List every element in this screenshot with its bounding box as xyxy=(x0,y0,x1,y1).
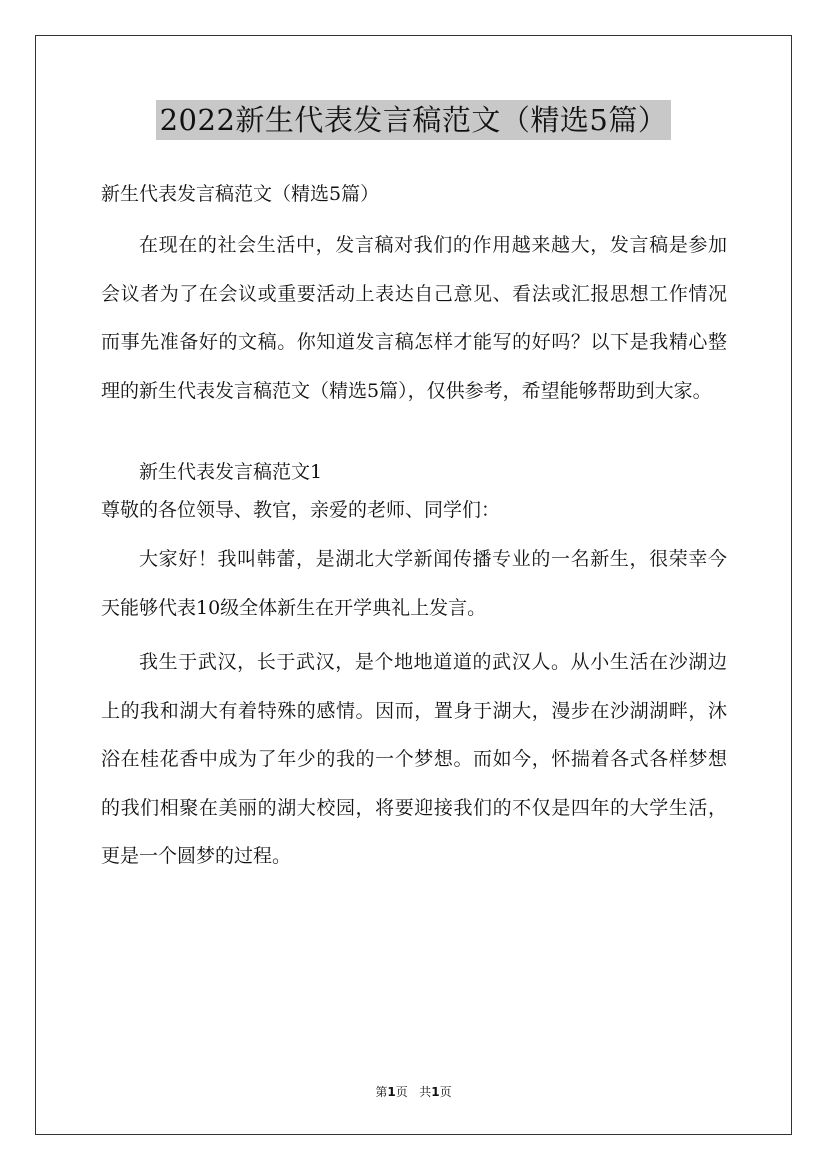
document-title: 2022新生代表发言稿范文（精选5篇） xyxy=(156,100,672,140)
document-body xyxy=(101,175,727,881)
section-heading: 新生代表发言稿范文1 xyxy=(139,461,323,483)
footer-page-number: 1 xyxy=(387,1085,396,1099)
intro-paragraph: 在现在的社会生活中，发言稿对我们的作用越来越大，发言稿是参加会议者为了在会议或重要活动上表达自己意见、看法或汇报思想工作情况而事先准备好的文稿。你知道发言稿怎样才能写的好吗？以下是我精心整理的新生代表发言稿范文（精选5篇），仅供参考，希望能够帮助到大家。 xyxy=(101,234,727,402)
document-subtitle: 新生代表发言稿范文（精选5篇） xyxy=(101,183,380,205)
body-paragraph: 大家好！我叫韩蕾，是湖北大学新闻传播专业的一名新生，很荣幸今天能够代表10级全体新生在开学典礼上发言。 xyxy=(101,548,727,619)
body-paragraph: 我生于武汉，长于武汉，是个地地道道的武汉人。从小生活在沙湖边上的我和湖大有着特殊的感情。因而，置身于湖大，漫步在沙湖湖畔，沐浴在桂花香中成为了年少的我的一个梦想。而如今，怀揣着各式各样梦想的我们相聚在美丽的湖大校园，将要迎接我们的不仅是四年的大学生活，更是一个圆梦的过程。 xyxy=(101,651,727,867)
page-footer xyxy=(0,1084,827,1100)
footer-suffix: 页 xyxy=(439,1085,452,1099)
title-container xyxy=(0,100,827,140)
footer-middle: 页 共 xyxy=(395,1085,432,1099)
footer-prefix: 第 xyxy=(375,1085,388,1099)
blank-line xyxy=(101,415,727,453)
footer-total-pages: 1 xyxy=(431,1085,440,1099)
salutation: 尊敬的各位领导、教官，亲爱的老师、同学们： xyxy=(101,499,501,521)
